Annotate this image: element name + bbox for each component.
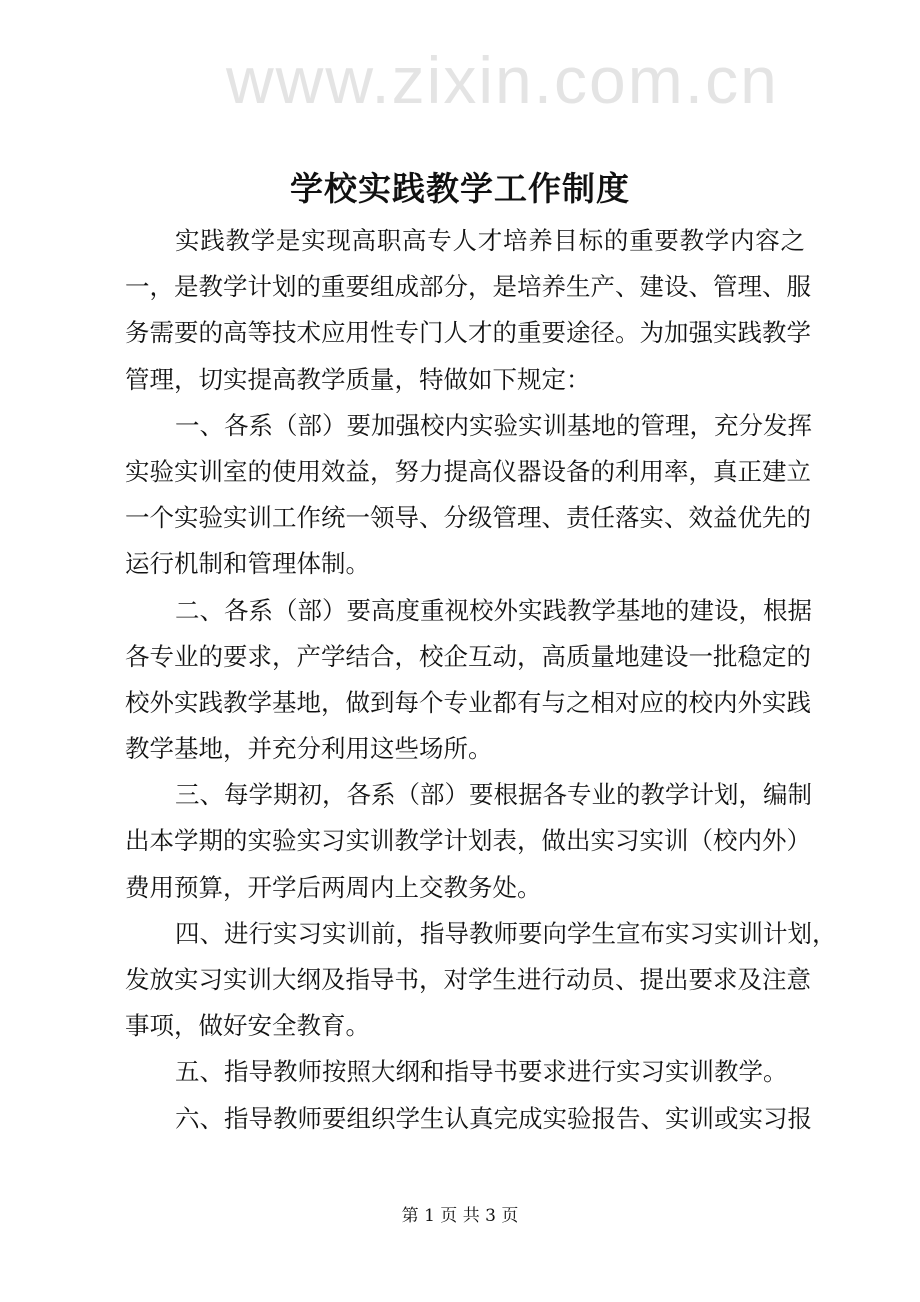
paragraph — [125, 911, 837, 1050]
text-line: 教学基地，并充分利用这些场所。 — [125, 734, 493, 764]
text-line: 实践教学是实现高职高专人才培养目标的重要教学内容之 — [175, 226, 805, 255]
text-line: 务需要的高等技术应用性专门人才的重要途径。为加强实践教学 — [125, 318, 811, 348]
paragraph — [125, 218, 811, 403]
paragraph — [125, 772, 812, 911]
paragraph — [125, 588, 812, 773]
text-line: 三、每学期初，各系（部）要根据各专业的教学计划，编制 — [175, 780, 812, 810]
paragraph — [125, 403, 812, 588]
text-line: 二、各系（部）要高度重视校外实践教学基地的建设，根据 — [175, 595, 812, 625]
text-line: 一个实验实训工作统一领导、分级管理、责任落实、效益优先的 — [125, 503, 811, 533]
text-line: 五、指导教师按照大纲和指导书要求进行实习实训教学。 — [175, 1057, 788, 1087]
text-line: 管理，切实提高教学质量，特做如下规定： — [125, 364, 591, 394]
text-line: 校外实践教学基地，做到每个专业都有与之相对应的校内外实践 — [125, 687, 811, 717]
document-title: 学校实践教学工作制度 — [290, 169, 630, 208]
page-footer: 第 1 页 共 3 页 — [401, 1206, 519, 1226]
text-line: 四、进行实习实训前，指导教师要向学生宣布实习实训计划， — [175, 918, 837, 948]
text-line: 运行机制和管理体制。 — [125, 549, 370, 579]
text-line: 事项，做好安全教育。 — [125, 1011, 370, 1041]
text-line: 一、各系（部）要加强校内实验实训基地的管理，充分发挥 — [175, 410, 812, 440]
document-body — [125, 218, 837, 1142]
text-line: 出本学期的实验实习实训教学计划表，做出实习实训（校内外） — [125, 826, 811, 856]
text-line: 费用预算，开学后两周内上交教务处。 — [125, 872, 542, 902]
text-line: 六、指导教师要组织学生认真完成实验报告、实训或实习报 — [175, 1103, 812, 1133]
paragraph — [125, 1096, 812, 1142]
watermark: www.zixin.com.cn — [226, 43, 779, 117]
text-line: 一，是教学计划的重要组成部分，是培养生产、建设、管理、服 — [125, 272, 811, 302]
text-line: 实验实训室的使用效益，努力提高仪器设备的利用率，真正建立 — [125, 456, 811, 486]
paragraph — [125, 1049, 805, 1095]
text-line: 各专业的要求，产学结合，校企互动，高质量地建设一批稳定的 — [125, 641, 811, 671]
text-line: 发放实习实训大纲及指导书，对学生进行动员、提出要求及注意 — [125, 965, 811, 994]
